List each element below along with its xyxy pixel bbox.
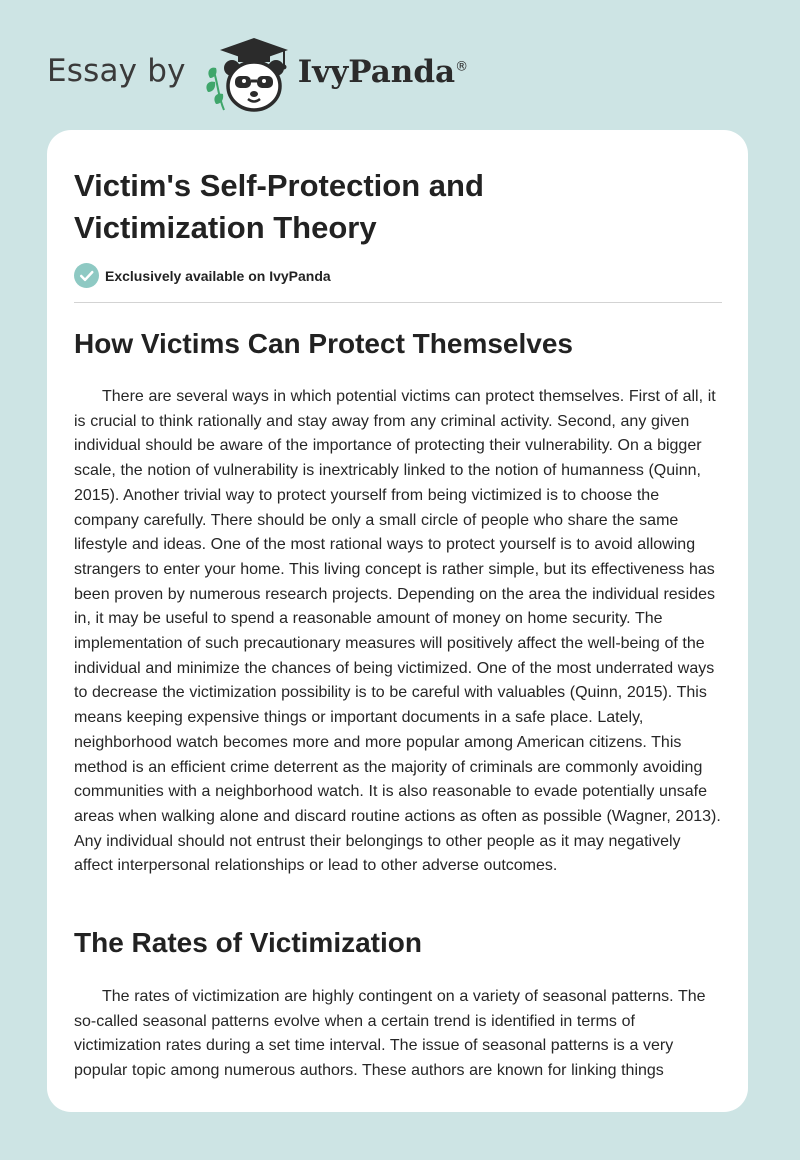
exclusive-badge-label: Exclusively available on IvyPanda <box>105 267 331 284</box>
brand-prefix: Essay by <box>47 53 186 89</box>
title-divider <box>74 302 722 303</box>
section-heading: The Rates of Victimization <box>74 927 422 958</box>
site-brand[interactable] <box>47 34 468 114</box>
panda-graduate-icon <box>204 34 296 114</box>
check-circle-icon <box>74 263 99 288</box>
essay-title: Victim's Self-Protection and Victimization Theory <box>74 168 484 245</box>
exclusive-badge <box>74 263 331 288</box>
essay-card <box>47 130 748 1112</box>
section-paragraph: The rates of victimization are highly contingent on a variety of seasonal patterns. The so-called seasonal patterns evolve when a certain trend is identified in terms of victimization rates during a set time interval. The issue of seasonal patterns is a very popular topic among numerous authors. These authors are known for linking things <box>74 988 706 1080</box>
registered-mark: ® <box>455 59 469 75</box>
section-paragraph: There are several ways in which potential victims can protect themselves. First of all, it is crucial to think rationally and stay away from any criminal activity. Second, any given individual should be aware of the importance of protecting their vulnerability. On a bigger scale, the notion of vulnerability is inextricably linked to the notion of humanness (Quinn, 2015). Another trivial way to protect yourself from being victimized is to choose the company carefully. There should be only a small circle of people who share the same lifestyle and ideas. One of the most rational ways to protect yourself is to avoid allowing strangers to enter your home. This living concept is rather simple, but its effectiveness has been proven by numerous research projects. Depending on the area the individual resides in, it may be useful to spend a reasonable amount of money on home security. The implementation of such precautionary measures will positively affect the well-being of the individual and minimize the chances of being victimized. One of the most underrated ways to decrease the victimization possibility is to be careful with valuables (Quinn, 2015). This means keeping expensive things or important documents in a safe place. Lately, neighborhood watch becomes more and more popular among American citizens. This method is an efficient crime deterrent as the majority of criminals are commonly avoiding communities with a neighborhood watch. It is also reasonable to evade potentially unsafe areas when walking alone and discard routine actions as often as possible (Wagner, 2013). Any individual should not entrust their belongings to other people as it may negatively affect interpersonal relationships or lead to other adverse outcomes. <box>74 388 721 875</box>
section-heading: How Victims Can Protect Themselves <box>74 328 573 359</box>
brand-name <box>298 54 468 90</box>
brand-name-text: IvyPanda <box>297 54 456 90</box>
